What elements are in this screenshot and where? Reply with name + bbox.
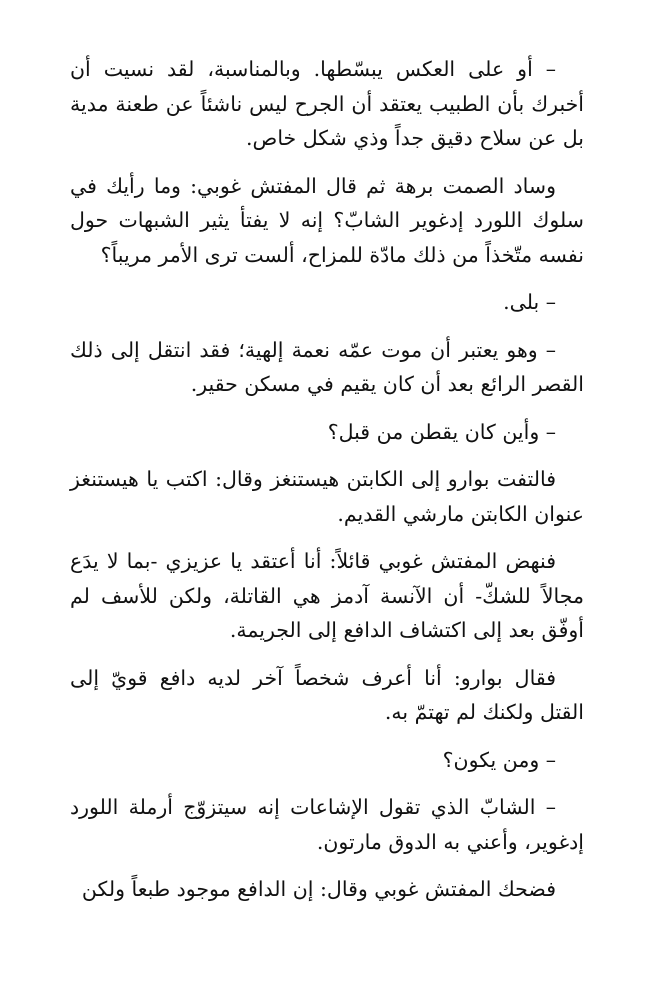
paragraph-10: – الشابّ الذي تقول الإشاعات إنه سيتزوّج أرملة اللورد إدغوير، وأعني به الدوق مارتون. bbox=[70, 795, 584, 854]
paragraph-3: – بلى. bbox=[503, 290, 556, 314]
book-page-text bbox=[70, 52, 584, 907]
paragraph-7: فنهض المفتش غوبي قائلاً: أنا أعتقد يا عزيزي -بما لا يدَع مجالاً للشكّ- أن الآنسة آدمز هي القاتلة، ولكن للأسف لم أوفّق بعد إلى اكتشاف الدافع إلى الجريمة. bbox=[70, 549, 584, 642]
paragraph-1: – أو على العكس يبسّطها. وبالمناسبة، لقد نسيت أن أخبرك بأن الطبيب يعتقد أن الجرح ليس ناشئاً عن طعنة مدية بل عن سلاح دقيق جداً وذي شكل خاص. bbox=[70, 57, 584, 150]
paragraph-5: – وأين كان يقطن من قبل؟ bbox=[327, 419, 556, 444]
paragraph-4: – وهو يعتبر أن موت عمّه نعمة إلهية؛ فقد انتقل إلى ذلك القصر الرائع بعد أن كان يقيم في مسكن حقير. bbox=[70, 337, 584, 396]
paragraph-11: فضحك المفتش غوبي وقال: إن الدافع موجود طبعاً ولكن bbox=[81, 877, 556, 901]
paragraph-2: وساد الصمت برهة ثم قال المفتش غوبي: وما رأيك في سلوك اللورد إدغوير الشابّ؟ إنه لا يفتأ يثير الشبهات حول نفسه متّخذاً من ذلك مادّة للمزاح، ألست ترى الأمر مريباً؟ bbox=[70, 173, 584, 267]
paragraph-9: – ومن يكون؟ bbox=[442, 747, 556, 772]
paragraph-6: فالتفت بوارو إلى الكابتن هيستنغز وقال: اكتب يا هيستنغز عنوان الكابتن مارشي القديم. bbox=[70, 467, 584, 526]
paragraph-8: فقال بوارو: أنا أعرف شخصاً آخر لديه دافع قويّ إلى القتل ولكنك لم تهتمّ به. bbox=[70, 665, 584, 724]
